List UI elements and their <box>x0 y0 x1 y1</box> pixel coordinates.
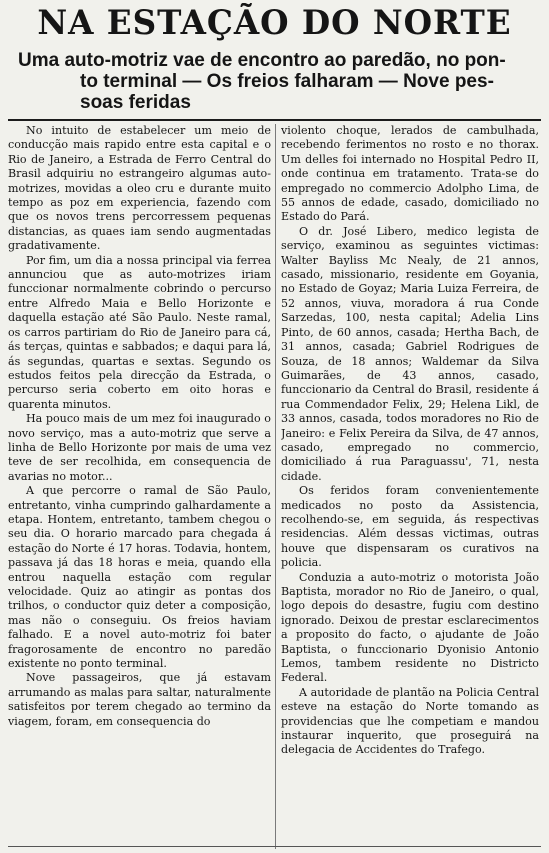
column-divider <box>275 124 276 849</box>
paragraph: violento choque, lerados de cambulhada, recebendo ferimentos no rosto e no thorax. Um delles foi internado no Hospital Pedro II, onde continua em tratamento. Trata-se do empregado no commercio Adolpho Lima, de 55 annos de edade, casado, domiciliado no Estado do Pará. <box>281 124 539 224</box>
paragraph: No intuito de estabelecer um meio de conducção mais rapido entre esta capital e o Rio de Janeiro, a Estrada de Ferro Central do Brasil adquiriu no estrangeiro algumas auto-motrizes, movidas a oleo cru e durante muito tempo as poz em experiencia, fazendo com que os novos trens percorressem pequenas distancias, as quaes iam sendo augmentadas gradativamente. <box>8 124 271 253</box>
paragraph: Nove passageiros, que já estavam arrumando as malas para saltar, naturalmente satisfeitos por terem chegado ao termino da viagem, foram, em consequencia do <box>8 671 271 728</box>
headline-rule <box>8 119 541 121</box>
paragraph: Conduzia a auto-motriz o motorista João Baptista, morador no Rio de Janeiro, o qual, logo depois do desastre, fugiu com destino ignorado. Deixou de prestar esclarecimentos a proposito do facto, o ajudante de João Baptista, o funccionario Dyonisio Antonio Lemos, tambem residente no Districto Federal. <box>281 570 539 685</box>
paragraph: A que percorre o ramal de São Paulo, entretanto, vinha cumprindo galhardamente a etapa. Hontem, entretanto, tambem chegou o seu dia. O horario marcado para chegada á estação do Norte é 17 horas. Todavia, hontem, passava já das 18 horas e meia, quando ella entrou naquella estação com regular velocidade. Quiz ao atingir as pontas dos trilhos, o conductor quiz deter a composição, mas não o conseguiu. Os freios haviam falhado. E a novel auto-motriz foi bater fragorosamente de encontro no paredão existente no ponto terminal. <box>8 484 271 671</box>
paragraph: Ha pouco mais de um mez foi inaugurado o novo serviço, mas a auto-motriz que serve a linha de Bello Horizonte por mais de uma vez teve de ser recolhida, em consequencia de avarias no motor... <box>8 412 271 483</box>
headline: NA ESTAÇÃO DO NORTE <box>37 3 512 43</box>
subheadline-line: to terminal — Os freios falharam — Nove pes- <box>80 71 494 92</box>
subheadline <box>18 50 538 113</box>
body-column-right <box>281 124 539 849</box>
paragraph: Os feridos foram convenientemente medicados no posto da Assistencia, recolhendo-se, em seguida, ás respectivas residencias. Além dessas victimas, outras houve que dispensaram os curativos na policia. <box>281 484 539 570</box>
bottom-rule <box>8 846 541 847</box>
paragraph: Por fim, um dia a nossa principal via ferrea annunciou que as auto-motrizes iriam funccionar normalmente cobrindo o percurso entre Alfredo Maia e Bello Horizonte e daquella estação até São Paulo. Neste ramal, os carros partiriam do Rio de Janeiro para cá, ás terças, quintas e sabbados; e daqui para lá, ás segundas, quartas e sextas. Segundo os estudos feitos pela direcção da Estrada, o percurso seria coberto em oito horas e quarenta minutos. <box>8 253 271 411</box>
paragraph: A autoridade de plantão na Policia Central esteve na estação do Norte tomando as providencias que lhe competiam e mandou instaurar inquerito, que proseguirá na delegacia de Accidentes do Trafego. <box>281 685 539 757</box>
body-column-left <box>8 124 271 849</box>
paragraph: O dr. José Libero, medico legista de serviço, examinou as seguintes victimas: Walter Bayliss Mc Nealy, de 21 annos, casado, missionario, residente em Goyania, no Estado de Goyaz; Maria Luiza Ferreira, de 52 annos, viuva, moradora á rua Conde Sarzedas, 100, nesta capital; Adelia Lins Pinto, de 60 annos, casada; Hertha Bach, de 31 annos, casada; Gabriel Rodrigues de Souza, de 18 annos; Waldemar da Silva Guimarães, de 43 annos, casado, funccionario da Central do Brasil, residente á rua Commendador Felix, 29; Helena Likl, de 33 annos, casada, todos moradores no Rio de Janeiro: e Felix Pereira da Silva, de 47 annos, casado, empregado no commercio, domiciliado á rua Paraguassu', 71, nesta cidade. <box>281 224 539 483</box>
subheadline-line: soas feridas <box>80 92 191 113</box>
subheadline-line: Uma auto-motriz vae de encontro ao paredão, no pon- <box>18 50 506 71</box>
